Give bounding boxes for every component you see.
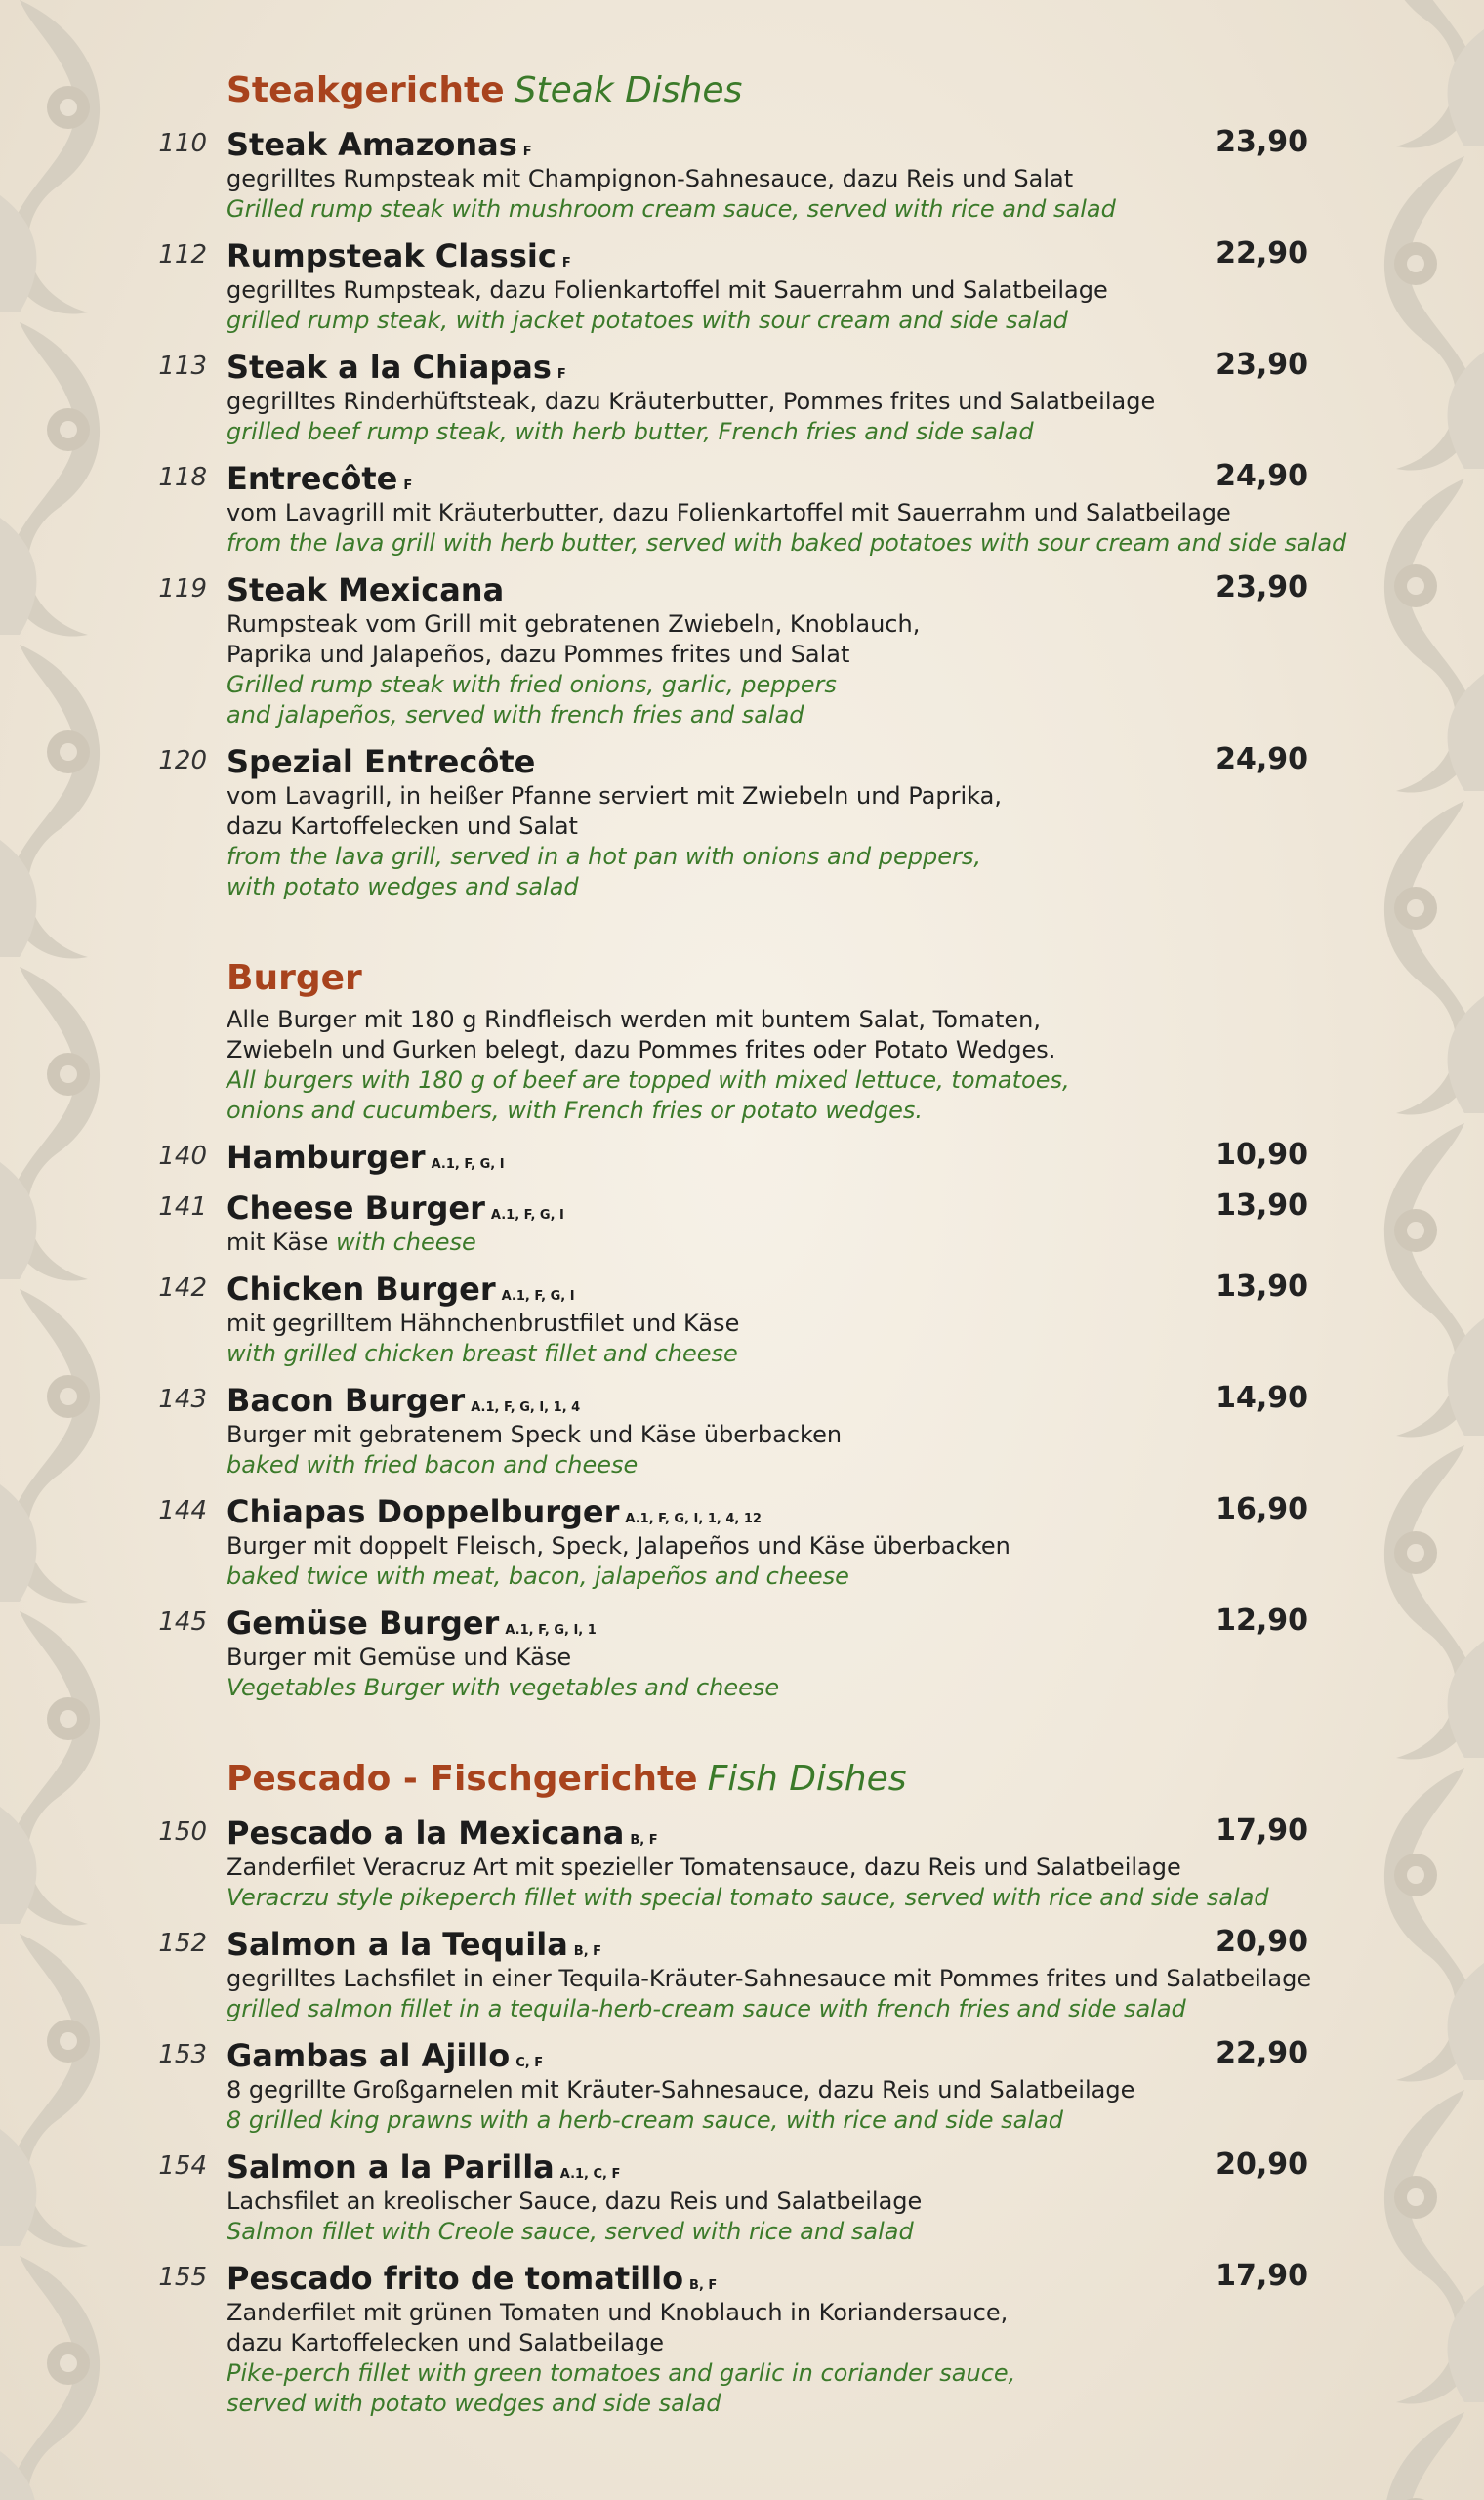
item-description-de: Zanderfilet Veracruz Art mit spezieller Tomatensauce, dazu Reis und Salatbeilage [227, 1854, 1181, 1881]
item-name [227, 742, 1349, 781]
item-name [227, 236, 1349, 275]
item-name-text: Gemüse Burger [227, 1604, 500, 1642]
item-price: 23,90 [1216, 125, 1308, 159]
item-number: 142 [158, 1273, 207, 1303]
item-description-de: 8 gegrillte Großgarnelen mit Kräuter-Sahnesauce, dazu Reis und Salatbeilage [227, 2076, 1135, 2104]
item-number: 144 [158, 1496, 207, 1525]
item-name-text: Chicken Burger [227, 1271, 496, 1308]
item-description-de: gegrilltes Lachsfilet in einer Tequila-Kräuter-Sahnesauce mit Pommes frites und Salatbeilage [227, 1965, 1312, 1992]
section-title-en: Steak Dishes [514, 70, 743, 110]
item-price: 23,90 [1216, 348, 1308, 382]
item-allergens: B, F [573, 1944, 602, 1959]
item-description-en: with grilled chicken breast fillet and cheese [227, 1340, 738, 1367]
item-allergens: B, F [689, 2278, 718, 2293]
item-description-de: Lachsfilet an kreolischer Sauce, dazu Reis und Salatbeilage [227, 2188, 923, 2215]
item-allergens: A.1, F, G, I, 1, 4, 12 [625, 1512, 762, 1526]
menu-item [146, 2259, 1318, 2419]
item-name-text: Cheese Burger [227, 1189, 485, 1227]
item-description-en: 8 grilled king prawns with a herb-cream sauce, with rice and side salad [227, 2106, 1063, 2134]
item-price: 20,90 [1216, 2147, 1308, 2182]
item-price: 23,90 [1216, 570, 1308, 604]
item-price: 24,90 [1216, 459, 1308, 493]
menu-item [146, 2147, 1318, 2247]
item-name [227, 2259, 1349, 2298]
item-name [227, 1138, 1349, 1177]
menu-item [146, 570, 1318, 730]
item-name [227, 570, 1349, 609]
menu-item [146, 1138, 1318, 1177]
item-description-en: Vegetables Burger with vegetables and cheese [227, 1674, 780, 1701]
section-title-de: Pescado - Fischgerichte [227, 1759, 698, 1799]
item-number: 153 [158, 2040, 207, 2069]
item-price: 16,90 [1216, 1492, 1308, 1526]
item-name-text: Steak Amazonas [227, 126, 517, 163]
item-name [227, 1188, 1349, 1228]
item-name [227, 2036, 1349, 2075]
item-name-text: Steak Mexicana [227, 571, 505, 608]
item-price: 20,90 [1216, 1925, 1308, 1959]
item-number: 141 [158, 1192, 207, 1222]
item-price: 17,90 [1216, 2259, 1308, 2293]
menu-item [146, 1492, 1318, 1592]
item-description-de: vom Lavagrill, in heißer Pfanne serviert mit Zwiebeln und Paprika, dazu Kartoffelecken und Salat [227, 782, 1002, 840]
item-price: 17,90 [1216, 1813, 1308, 1848]
item-allergens: A.1, F, G, I [501, 1289, 575, 1304]
item-allergens: F [556, 367, 566, 382]
item-description-en: Pike-perch fillet with green tomatoes and garlic in coriander sauce, served with potato wedges and side salad [227, 2359, 1016, 2417]
item-description-en: grilled salmon fillet in a tequila-herb-cream sauce with french fries and side salad [227, 1995, 1186, 2022]
item-allergens: F [561, 256, 571, 271]
item-name [227, 1925, 1349, 1964]
item-description-de: Zanderfilet mit grünen Tomaten und Knoblauch in Koriandersauce, dazu Kartoffelecken und Salatbeilage [227, 2299, 1009, 2356]
item-description-de [227, 1228, 1349, 1258]
section-steak [146, 68, 1347, 902]
item-price: 12,90 [1216, 1604, 1308, 1638]
item-description-de: gegrilltes Rinderhüftsteak, dazu Kräuterbutter, Pommes frites und Salatbeilage [227, 388, 1156, 415]
item-name-text: Gambas al Ajillo [227, 2037, 511, 2074]
section-title-en: Fish Dishes [707, 1759, 907, 1799]
item-allergens: C, F [515, 2056, 544, 2070]
item-number: 113 [158, 352, 207, 381]
item-number: 120 [158, 746, 207, 775]
item-number: 155 [158, 2263, 207, 2292]
section-title [227, 1757, 1318, 1802]
item-description-de: gegrilltes Rumpsteak, dazu Folienkartoffel mit Sauerrahm und Salatbeilage [227, 276, 1108, 304]
menu-item [146, 742, 1318, 902]
menu-item [146, 125, 1318, 225]
intro-en: All burgers with 180 g of beef are topped with mixed lettuce, tomatoes, onions and cucumbers, with French fries or potato wedges. [227, 1066, 1070, 1124]
item-name-text: Steak a la Chiapas [227, 349, 552, 386]
section-title-de: Steakgerichte [227, 70, 505, 110]
menu-content [146, 68, 1347, 2473]
item-description-en: Grilled rump steak with fried onions, garlic, peppers and jalapeños, served with french fries and salad [227, 671, 837, 729]
item-number: 152 [158, 1929, 207, 1958]
item-name [227, 348, 1349, 387]
menu-item [146, 1604, 1318, 1703]
item-description-de: Burger mit gebratenem Speck und Käse überbacken [227, 1421, 843, 1448]
item-allergens: A.1, F, G, I, 1, 4 [471, 1400, 581, 1415]
item-allergens: A.1, F, G, I, 1 [505, 1623, 597, 1638]
menu-item [146, 1381, 1318, 1480]
item-name-text: Chiapas Doppelburger [227, 1493, 620, 1530]
item-allergens: F [522, 145, 532, 159]
item-name-text: Salmon a la Tequila [227, 1926, 568, 1963]
section-title [227, 956, 1318, 1001]
item-description-de: vom Lavagrill mit Kräuterbutter, dazu Folienkartoffel mit Sauerrahm und Salatbeilage [227, 499, 1231, 526]
item-description-de: Rumpsteak vom Grill mit gebratenen Zwiebeln, Knoblauch, Paprika und Jalapeños, dazu Pommes frites und Salat [227, 610, 921, 668]
menu-item [146, 1813, 1318, 1913]
section-fish [146, 1757, 1318, 2419]
paisley-ornament-border-right [1338, 0, 1484, 2500]
item-description-en: Salmon fillet with Creole sauce, served with rice and salad [227, 2218, 914, 2245]
item-number: 119 [158, 574, 207, 604]
item-name [227, 459, 1349, 498]
item-description-de-text: mit Käse [227, 1229, 329, 1256]
item-price: 24,90 [1216, 742, 1308, 776]
section-burger [146, 956, 1318, 1703]
item-price: 14,90 [1216, 1381, 1308, 1415]
item-name [227, 125, 1349, 164]
item-price: 22,90 [1216, 2036, 1308, 2070]
section-intro [227, 1005, 1318, 1126]
section-title-de: Burger [227, 958, 362, 998]
item-description-en: Grilled rump steak with mushroom cream sauce, served with rice and salad [227, 195, 1116, 223]
menu-item [146, 459, 1347, 559]
item-description-en: grilled beef rump steak, with herb butter, French fries and side salad [227, 418, 1034, 445]
item-allergens: B, F [630, 1833, 658, 1848]
item-description-en: baked with fried bacon and cheese [227, 1451, 639, 1479]
section-title [227, 68, 1318, 113]
item-number: 140 [158, 1142, 207, 1171]
menu-item [146, 1188, 1318, 1258]
menu-item [146, 348, 1318, 447]
item-description-en: from the lava grill with herb butter, served with baked potatoes with sour cream and side salad [227, 529, 1347, 557]
item-description-de: Burger mit doppelt Fleisch, Speck, Jalapeños und Käse überbacken [227, 1532, 1010, 1560]
item-description-de: mit gegrilltem Hähnchenbrustfilet und Käse [227, 1310, 740, 1337]
item-allergens: A.1, F, G, I [490, 1208, 564, 1223]
item-number: 112 [158, 240, 207, 270]
item-price: 10,90 [1216, 1138, 1308, 1172]
item-name-text: Hamburger [227, 1139, 426, 1176]
item-description-en: grilled rump steak, with jacket potatoes with sour cream and side salad [227, 307, 1068, 334]
item-name [227, 1270, 1349, 1309]
item-description-en: baked twice with meat, bacon, jalapeños and cheese [227, 1562, 849, 1590]
item-allergens: F [403, 479, 413, 493]
item-name-text: Bacon Burger [227, 1382, 466, 1419]
item-name-text: Spezial Entrecôte [227, 743, 536, 780]
item-name-text: Pescado a la Mexicana [227, 1814, 625, 1852]
item-name-text: Salmon a la Parilla [227, 2148, 555, 2186]
item-number: 154 [158, 2151, 207, 2181]
menu-item [146, 1270, 1318, 1369]
item-description-en-inline: with cheese [336, 1229, 476, 1256]
item-number: 118 [158, 463, 207, 492]
item-number: 110 [158, 129, 207, 158]
item-name [227, 1381, 1349, 1420]
item-allergens: A.1, C, F [559, 2167, 621, 2182]
item-name [227, 1813, 1349, 1853]
item-description-en: from the lava grill, served in a hot pan with onions and peppers, with potato wedges and salad [227, 843, 981, 900]
item-name-text: Rumpsteak Classic [227, 237, 556, 274]
paisley-ornament-border-left [0, 0, 146, 2500]
menu-item [146, 1925, 1318, 2024]
item-description-de: gegrilltes Rumpsteak mit Champignon-Sahnesauce, dazu Reis und Salat [227, 165, 1074, 192]
item-name [227, 2147, 1349, 2187]
item-allergens: A.1, F, G, I [431, 1157, 505, 1172]
item-description-de: Burger mit Gemüse und Käse [227, 1644, 572, 1671]
item-number: 143 [158, 1385, 207, 1414]
item-price: 22,90 [1216, 236, 1308, 271]
item-number: 150 [158, 1817, 207, 1847]
item-name-text: Entrecôte [227, 460, 398, 497]
item-name [227, 1492, 1349, 1531]
item-name-text: Pescado frito de tomatillo [227, 2260, 684, 2297]
item-description-en: Veracrzu style pikeperch fillet with special tomato sauce, served with rice and side salad [227, 1884, 1269, 1911]
intro-de: Alle Burger mit 180 g Rindfleisch werden mit buntem Salat, Tomaten, Zwiebeln und Gurken belegt, dazu Pommes frites oder Potato Wedges. [227, 1006, 1056, 1063]
menu-item [146, 236, 1318, 336]
menu-item [146, 2036, 1318, 2136]
item-price: 13,90 [1216, 1188, 1308, 1223]
item-price: 13,90 [1216, 1270, 1308, 1304]
item-name [227, 1604, 1349, 1643]
item-number: 145 [158, 1607, 207, 1637]
